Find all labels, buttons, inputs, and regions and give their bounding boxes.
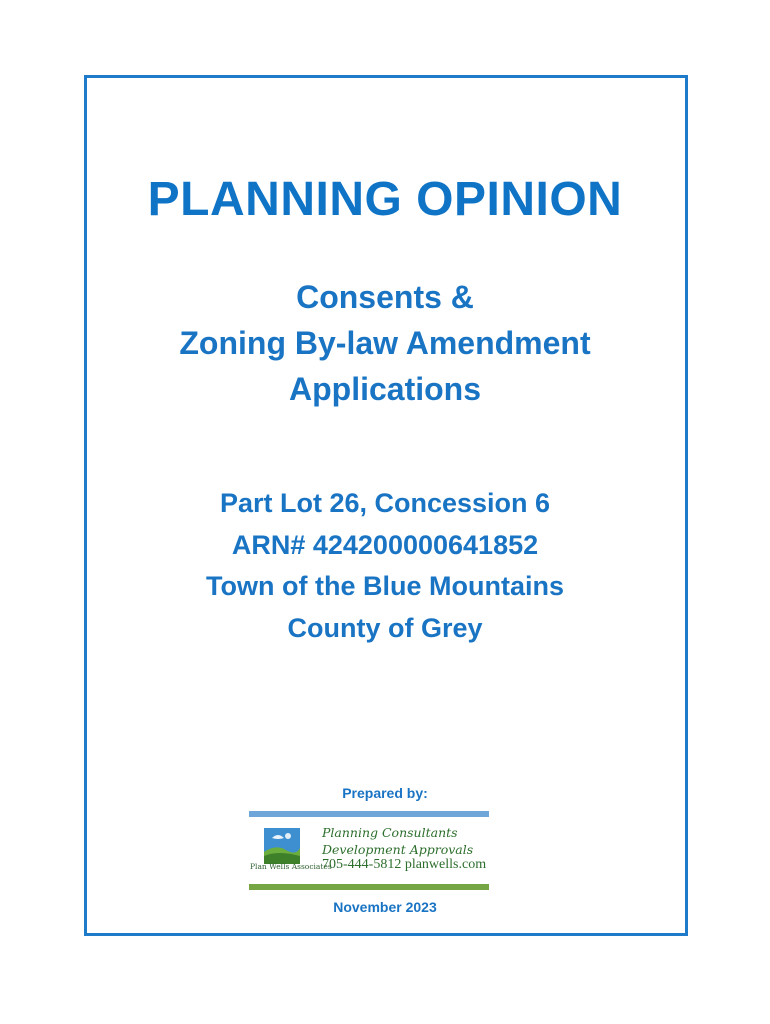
logo-top-bar — [249, 811, 489, 817]
prepared-by-label: Prepared by: — [342, 785, 428, 801]
document-title: PLANNING OPINION — [147, 173, 623, 226]
location-county: County of Grey — [287, 612, 483, 643]
document-subtitle — [0, 274, 770, 412]
location-town: Town of the Blue Mountains — [206, 571, 564, 601]
subtitle-line-1: Consents & — [296, 279, 474, 315]
subtitle-line-2: Zoning By-law Amendment — [179, 325, 591, 361]
location-lot: Part Lot 26, Concession 6 — [219, 488, 551, 518]
contact-info: 705-444-5812 planwells.com — [322, 857, 487, 872]
logo-tagline — [322, 824, 473, 858]
planwells-logo-icon — [262, 826, 302, 866]
document-date: November 2023 — [333, 899, 437, 915]
tagline-approvals: Development Approvals — [322, 842, 474, 857]
logo-bottom-bar — [249, 884, 489, 890]
property-location — [0, 483, 770, 649]
subtitle-line-3: Applications — [288, 371, 481, 407]
logo-caption: Plan Wells Associates — [250, 862, 332, 871]
location-arn: ARN# 424200000641852 — [231, 529, 539, 560]
tagline-planning: Planning Consultants — [322, 825, 458, 840]
